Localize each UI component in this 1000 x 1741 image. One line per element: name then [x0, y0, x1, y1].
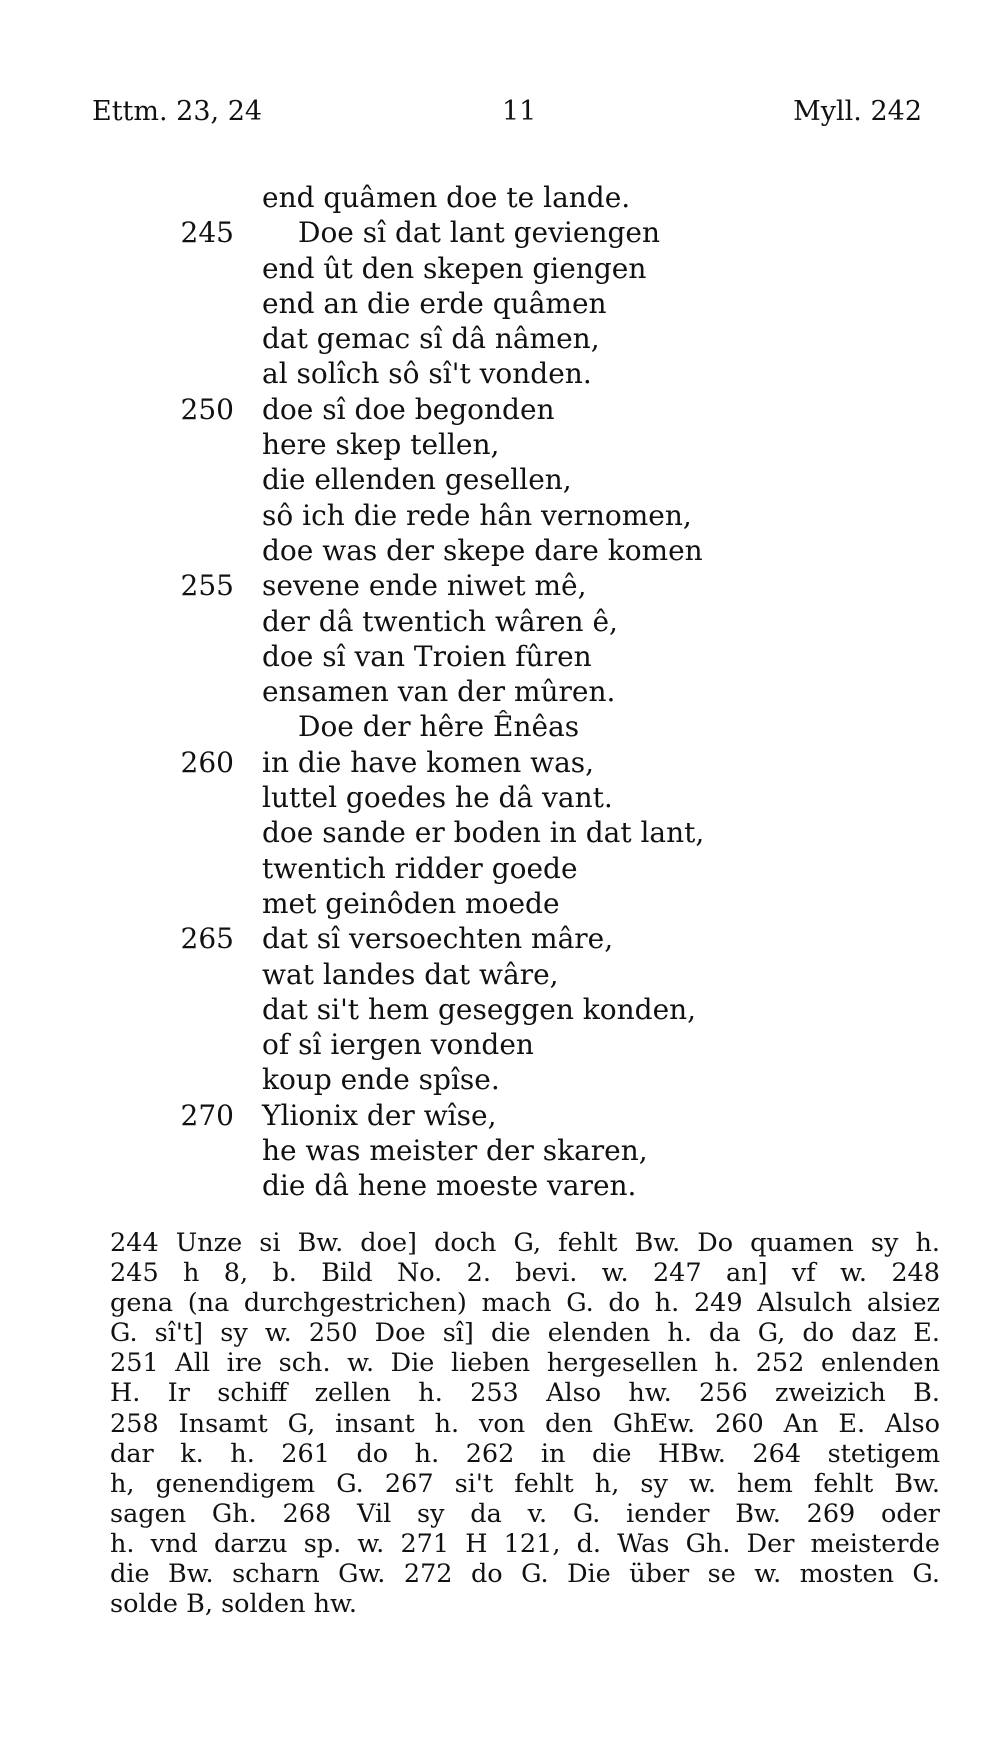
verse-text-line: he was meister der skaren,: [262, 1134, 648, 1168]
verse-number: 260: [180, 745, 234, 779]
apparatus-line: dar k. h. 261 do h. 262 in die HBw. 264 stetigem: [110, 1438, 940, 1469]
apparatus-line: h, genendigem G. 267 si't fehlt h, sy w. hem fehlt Bw.: [110, 1468, 940, 1499]
apparatus-line: sagen Gh. 268 Vil sy da v. G. iender Bw. 269 oder: [110, 1498, 940, 1529]
running-header: [92, 96, 922, 136]
apparatus-line: 245 h 8, b. Bild No. 2. bevi. w. 247 an] vf w. 248: [110, 1258, 940, 1289]
verse-line: [0, 851, 1000, 886]
verse-text-line: doe sî van Troien fûren: [262, 639, 592, 673]
verse-line: [0, 1133, 1000, 1168]
verse-line: [0, 533, 1000, 568]
verse-line: [0, 780, 1000, 815]
verse-text-line: here skep tellen,: [262, 428, 500, 462]
apparatus-line: 244 Unze si Bw. doe] doch G, fehlt Bw. Do quamen sy h.: [110, 1228, 940, 1258]
verse-line: [0, 745, 1000, 780]
verse-text-line: sevene ende niwet mê,: [262, 569, 587, 603]
apparatus-line: solde B, solden hw.: [110, 1589, 357, 1620]
verse-line: [0, 604, 1000, 639]
verse-text-line: luttel goedes he dâ vant.: [262, 781, 613, 815]
verse-line: [0, 674, 1000, 709]
verse-line: [0, 462, 1000, 497]
verse-number: 265: [180, 922, 234, 956]
apparatus-line: h. vnd darzu sp. w. 271 H 121, d. Was Gh. Der meisterde: [110, 1528, 940, 1559]
verse-text-line: koup ende spîse.: [262, 1063, 500, 1097]
verse-text-line: doe was der skepe dare komen: [262, 533, 703, 567]
verse-text-line: twentich ridder goede: [262, 851, 578, 885]
verse-line: [0, 498, 1000, 533]
verse-text-line: dat sî versoechten mâre,: [262, 922, 614, 956]
verse-line: [0, 1062, 1000, 1097]
verse-text-line: die dâ hene moeste varen.: [262, 1169, 637, 1203]
header-right: Myll. 242: [793, 96, 922, 127]
verse-line: [0, 992, 1000, 1027]
verse-line: [0, 427, 1000, 462]
verse-text-line: al solîch sô sî't vonden.: [262, 357, 592, 391]
verse-line: [0, 957, 1000, 992]
verse-text: [0, 180, 1000, 1204]
verse-text-line: in die have komen was,: [262, 745, 595, 779]
verse-text-line: doe sî doe begonden: [262, 392, 555, 426]
critical-apparatus: [110, 1228, 940, 1619]
verse-line: [0, 180, 1000, 215]
verse-line: [0, 286, 1000, 321]
verse-number: 270: [180, 1098, 234, 1132]
verse-line: [0, 1098, 1000, 1133]
verse-line: [0, 1027, 1000, 1062]
verse-line: [0, 709, 1000, 744]
verse-line: [0, 356, 1000, 391]
apparatus-line: gena (na durchgestrichen) mach G. do h. 249 Alsulch alsiez: [110, 1288, 940, 1319]
verse-line: [0, 568, 1000, 603]
verse-line: [0, 639, 1000, 674]
verse-text-line: sô ich die rede hân vernomen,: [262, 498, 692, 532]
verse-number: 255: [180, 569, 234, 603]
verse-line: [0, 921, 1000, 956]
verse-line: [0, 392, 1000, 427]
apparatus-line: 251 All ire sch. w. Die lieben hergesellen h. 252 enlenden: [110, 1348, 940, 1379]
apparatus-line: 258 Insamt G, insant h. von den GhEw. 260 An E. Also: [110, 1408, 940, 1439]
verse-text-line: dat gemac sî dâ nâmen,: [262, 322, 600, 356]
verse-line: [0, 321, 1000, 356]
verse-text-line: doe sande er boden in dat lant,: [262, 816, 705, 850]
verse-text-line: dat si't hem geseggen konden,: [262, 992, 697, 1026]
header-left: Ettm. 23, 24: [92, 96, 263, 127]
verse-text-line: der dâ twentich wâren ê,: [262, 604, 618, 638]
verse-text-line: Doe sî dat lant geviengen: [298, 216, 661, 250]
verse-text-line: wat landes dat wâre,: [262, 957, 559, 991]
verse-line: [0, 215, 1000, 250]
apparatus-line: H. Ir schiff zellen h. 253 Also hw. 256 zweizich B.: [110, 1378, 940, 1409]
verse-text-line: met geinôden moede: [262, 886, 560, 920]
verse-text-line: Doe der hêre Ênêas: [298, 710, 580, 744]
page-number: 11: [502, 96, 537, 127]
verse-line: [0, 815, 1000, 850]
verse-text-line: ensamen van der mûren.: [262, 675, 616, 709]
verse-text-line: end ût den skepen giengen: [262, 251, 647, 285]
verse-text-line: die ellenden gesellen,: [262, 463, 572, 497]
verse-line: [0, 1168, 1000, 1203]
verse-text-line: of sî iergen vonden: [262, 1028, 534, 1062]
verse-text-line: end an die erde quâmen: [262, 286, 607, 320]
verse-line: [0, 886, 1000, 921]
verse-text-line: Ylionix der wîse,: [262, 1098, 497, 1132]
apparatus-line: G. sî't] sy w. 250 Doe sî] die elenden h. da G, do daz E.: [110, 1318, 940, 1349]
verse-number: 245: [180, 216, 234, 250]
verse-text-line: end quâmen doe te lande.: [262, 181, 631, 214]
apparatus-line: die Bw. scharn Gw. 272 do G. Die über se w. mosten G.: [110, 1559, 940, 1590]
verse-line: [0, 251, 1000, 286]
verse-number: 250: [180, 392, 234, 426]
